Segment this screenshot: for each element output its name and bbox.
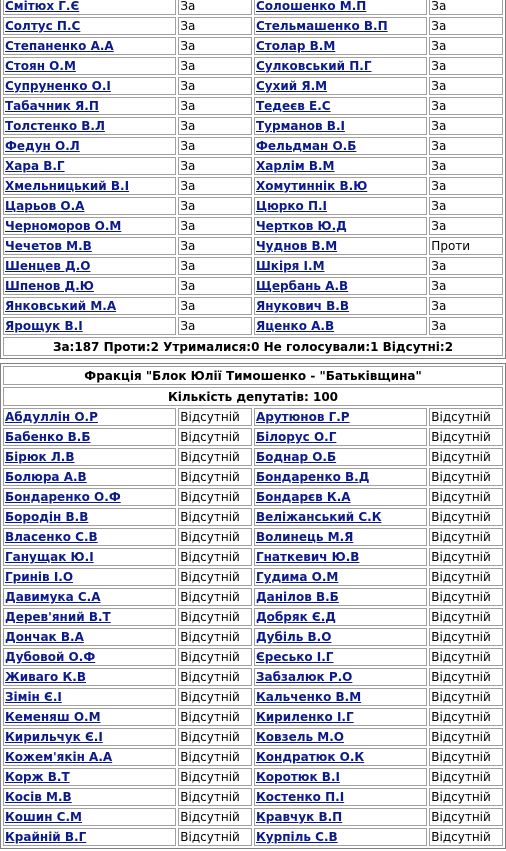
deputy-name-cell [3,828,176,846]
deputy-name-cell [3,728,176,746]
table-row [3,568,503,586]
deputy-name-cell [3,257,176,275]
vote-result-cell: Відсутній [429,688,503,706]
deputy-name-cell [3,528,176,546]
deputy-name-cell [254,468,427,486]
vote-result-cell: Відсутній [429,468,503,486]
deputy-link[interactable]: Кирильчук Є.І [5,730,103,744]
vote-result-cell: За [178,177,252,195]
deputy-link[interactable]: Добряк Є.Д [255,610,336,624]
deputy-link[interactable]: Гнаткевич Ю.В [255,550,360,564]
table-row [3,37,503,55]
deputy-link[interactable]: Щербань А.В [255,279,349,293]
table-row [3,17,503,35]
deputy-link[interactable]: Костенко П.І [255,790,345,804]
deputy-name-cell [3,177,176,195]
deputy-name-cell [3,788,176,806]
table-row [3,668,503,686]
table-row [3,628,503,646]
vote-result-cell: Відсутній [429,488,503,506]
deputy-name-cell [3,548,176,566]
vote-result-cell: Відсутній [429,408,503,426]
vote-result-cell: За [429,157,503,175]
vote-result-cell: За [429,177,503,195]
vote-result-cell: Відсутній [429,828,503,846]
deputy-link[interactable]: Болюра А.В [5,470,87,484]
table-row [3,688,503,706]
deputy-link[interactable]: Кеменяш О.М [5,710,101,724]
deputy-link[interactable]: Кальченко В.М [255,690,362,704]
deputy-link[interactable]: Хмельницький В.І [5,179,130,193]
vote-result-cell: Відсутній [178,808,252,826]
deputy-name-cell [254,317,427,335]
vote-result-cell: За [178,37,252,55]
deputy-link[interactable]: Смітюх Г.Є [5,0,80,13]
table-row [3,297,503,315]
deputy-name-cell [3,508,176,526]
deputy-name-cell [254,17,427,35]
deputy-name-cell [3,588,176,606]
faction-title: Фракція "Блок Юлії Тимошенко - "Батьківщина" [3,366,503,385]
deputy-name-cell [3,117,176,135]
deputy-link[interactable]: Кошин С.М [5,810,82,824]
deputy-name-cell [3,448,176,466]
vote-result-cell: Відсутній [178,408,252,426]
vote-result-cell: За [429,77,503,95]
vote-result-cell: За [178,277,252,295]
deputy-link[interactable]: Абдуллін О.Р [5,410,98,424]
deputy-link[interactable]: Боднар О.Б [255,450,337,464]
deputy-link[interactable]: Чечетов М.В [5,239,92,253]
vote-result-cell: Відсутній [178,448,252,466]
deputy-name-cell [254,728,427,746]
vote-result-cell: Відсутній [178,668,252,686]
deputy-name-cell [254,237,427,255]
vote-result-cell: Відсутній [429,648,503,666]
vote-result-cell: За [178,217,252,235]
vote-result-cell: За [429,297,503,315]
deputy-name-cell [254,257,427,275]
faction-deputy-count: Кількість депутатів: 100 [3,387,503,406]
deputy-link[interactable]: Живаго К.В [5,670,86,684]
vote-result-cell: Відсутній [429,428,503,446]
deputy-link[interactable]: Кравчук В.П [255,810,343,824]
deputy-name-cell [254,628,427,646]
vote-result-cell: Відсутній [178,768,252,786]
vote-result-cell: Відсутній [429,808,503,826]
deputy-link[interactable]: Бондаренко О.Ф [5,490,121,504]
deputy-link[interactable]: Сулковський П.Г [255,59,372,73]
deputy-name-cell [254,37,427,55]
deputy-link[interactable]: Забзалюк Р.О [255,670,353,684]
deputy-link[interactable]: Столар В.М [255,39,336,53]
table-row [3,0,503,15]
vote-result-cell: За [429,97,503,115]
deputy-link[interactable]: Корж В.Т [5,770,70,784]
faction-count-row [3,387,503,406]
table-row [3,157,503,175]
vote-result-cell: За [178,317,252,335]
vote-result-cell: Відсутній [178,628,252,646]
deputy-link[interactable]: Табачник Я.П [5,99,99,113]
deputy-name-cell [3,157,176,175]
vote-result-cell: Відсутній [429,748,503,766]
deputy-name-cell [254,177,427,195]
vote-result-cell: Відсутній [178,428,252,446]
deputy-name-cell [254,668,427,686]
deputy-name-cell [254,788,427,806]
vote-result-cell: Відсутній [178,608,252,626]
deputy-link[interactable]: Зімін Є.І [5,690,62,704]
vote-result-cell: Відсутній [178,648,252,666]
vote-result-cell: Відсутній [178,488,252,506]
table-row [3,77,503,95]
vote-result-cell: За [178,257,252,275]
deputy-name-cell [254,808,427,826]
deputy-link[interactable]: Волинець М.Я [255,530,354,544]
deputy-link[interactable]: Бондаренко В.Д [255,470,370,484]
deputy-link[interactable]: Косів М.В [5,790,72,804]
deputy-name-cell [254,528,427,546]
deputy-name-cell [3,468,176,486]
deputy-link[interactable]: Солошенко М.П [255,0,367,13]
table-row [3,828,503,846]
vote-result-cell: Відсутній [178,568,252,586]
deputy-name-cell [254,548,427,566]
deputy-link[interactable]: Дубовой О.Ф [5,650,96,664]
deputy-name-cell [254,117,427,135]
table-row [3,728,503,746]
deputy-name-cell [3,77,176,95]
deputy-name-cell [3,97,176,115]
faction-header-row [3,366,503,385]
vote-result-cell: Відсутній [429,708,503,726]
deputy-link[interactable]: Ярощук В.І [5,319,83,333]
table-row [3,408,503,426]
deputy-name-cell [254,277,427,295]
deputy-name-cell [254,748,427,766]
deputy-link[interactable]: Яценко А.В [255,319,335,333]
table-row [3,237,503,255]
deputy-link[interactable]: Дубіль В.О [255,630,332,644]
deputy-name-cell [254,448,427,466]
deputy-link[interactable]: Данілов В.Б [255,590,339,604]
vote-result-cell: За [429,317,503,335]
deputy-name-cell [3,808,176,826]
deputy-name-cell [254,588,427,606]
deputy-link[interactable]: Бірюк Л.В [5,450,75,464]
deputy-name-cell [254,768,427,786]
deputy-name-cell [3,57,176,75]
table-row [3,508,503,526]
vote-result-cell: Відсутній [429,528,503,546]
table-row [3,788,503,806]
vote-result-cell: За [429,257,503,275]
deputy-link[interactable]: Кондратюк О.К [255,750,365,764]
deputy-name-cell [3,708,176,726]
deputy-link[interactable]: Давимука С.А [5,590,101,604]
deputy-name-cell [254,77,427,95]
deputy-name-cell [3,748,176,766]
deputy-link[interactable]: Шенцев Д.О [5,259,91,273]
deputy-name-cell [3,688,176,706]
deputy-name-cell [254,828,427,846]
vote-result-cell: Відсутній [178,828,252,846]
deputy-name-cell [3,277,176,295]
table-row [3,317,503,335]
deputy-link[interactable]: Білорус О.Г [255,430,337,444]
deputy-name-cell [254,408,427,426]
vote-result-cell: Відсутній [429,548,503,566]
table-row [3,488,503,506]
deputy-name-cell [3,648,176,666]
deputy-name-cell [3,297,176,315]
table-row [3,588,503,606]
deputy-link[interactable]: Янковський М.А [5,299,117,313]
deputy-link[interactable]: Черноморов О.М [5,219,122,233]
deputy-name-cell [3,237,176,255]
deputy-link[interactable]: Ганущак Ю.І [5,550,94,564]
vote-result-cell: За [429,57,503,75]
deputy-link[interactable]: Степаненко А.А [5,39,114,53]
deputy-link[interactable]: Гринів І.О [5,570,74,584]
deputy-link[interactable]: Веліжанський С.К [255,510,382,524]
deputy-name-cell [3,568,176,586]
deputy-name-cell [254,0,427,15]
vote-result-cell: Відсутній [178,528,252,546]
deputy-link[interactable]: Фельдман О.Б [255,139,357,153]
table-row [3,528,503,546]
deputy-name-cell [254,688,427,706]
deputy-link[interactable]: Сухий Я.М [255,79,328,93]
vote-result-cell: За [178,57,252,75]
deputy-name-cell [254,197,427,215]
deputy-name-cell [3,217,176,235]
vote-result-cell: Відсутній [178,588,252,606]
deputy-link[interactable]: Власенко С.В [5,530,98,544]
deputy-link[interactable]: Толстенко В.Л [5,119,105,133]
deputy-name-cell [254,608,427,626]
vote-result-cell: Відсутній [429,508,503,526]
vote-result-cell: Відсутній [429,448,503,466]
vote-result-cell: За [429,37,503,55]
deputy-name-cell [3,408,176,426]
deputy-name-cell [3,428,176,446]
vote-table-byut-faction [0,363,506,849]
deputy-name-cell [3,488,176,506]
deputy-name-cell [254,508,427,526]
deputy-link[interactable]: Тедеєв Е.С [255,99,331,113]
deputy-name-cell [3,197,176,215]
vote-result-cell: За [178,97,252,115]
deputy-link[interactable]: Турманов В.І [255,119,345,133]
table-row [3,257,503,275]
table-row [3,277,503,295]
vote-result-cell: За [178,137,252,155]
table-row [3,117,503,135]
deputy-link[interactable]: Цюрко П.І [255,199,328,213]
vote-result-cell: Відсутній [178,468,252,486]
deputy-name-cell [3,0,176,15]
vote-result-cell: За [178,157,252,175]
vote-result-cell: Відсутній [178,728,252,746]
table-row [3,217,503,235]
deputy-link[interactable]: Хомутиннік В.Ю [255,179,368,193]
deputy-link[interactable]: Стельмашенко В.П [255,19,388,33]
deputy-name-cell [254,57,427,75]
table-row [3,548,503,566]
table-row [3,137,503,155]
vote-result-cell: Відсутній [178,508,252,526]
deputy-name-cell [254,297,427,315]
vote-result-cell: За [178,0,252,15]
table-row [3,808,503,826]
deputy-name-cell [254,648,427,666]
deputy-name-cell [3,17,176,35]
deputy-link[interactable]: Янукович В.В [255,299,349,313]
deputy-link[interactable]: Ковзель М.О [255,730,344,744]
deputy-link[interactable]: Кожем'якін А.А [5,750,113,764]
deputy-link[interactable]: Царьов О.А [5,199,85,213]
deputy-link[interactable]: Чуднов В.М [255,239,338,253]
vote-result-cell: Відсутній [429,728,503,746]
vote-result-cell: Відсутній [429,628,503,646]
table-row [3,57,503,75]
deputy-name-cell [254,568,427,586]
vote-result-cell: Відсутній [429,588,503,606]
table-row [3,177,503,195]
table-row [3,708,503,726]
table-row [3,468,503,486]
deputy-link[interactable]: Кириленко І.Г [255,710,354,724]
deputy-link[interactable]: Шкіря І.М [255,259,325,273]
vote-result-cell: Відсутній [178,748,252,766]
deputy-link[interactable]: Стоян О.М [5,59,76,73]
vote-result-cell: Проти [429,237,503,255]
vote-result-cell: За [178,117,252,135]
vote-result-cell: За [178,237,252,255]
deputy-name-cell [254,217,427,235]
table-row [3,448,503,466]
vote-summary-row [3,337,503,356]
deputy-name-cell [3,317,176,335]
deputy-link[interactable]: Гудима О.М [255,570,339,584]
deputy-link[interactable]: Солтус П.С [5,19,81,33]
vote-result-cell: За [178,197,252,215]
deputy-name-cell [3,137,176,155]
deputy-link[interactable]: Єресько І.Г [255,650,334,664]
vote-result-cell: За [429,277,503,295]
vote-result-cell: Відсутній [429,768,503,786]
table-row [3,197,503,215]
deputy-link[interactable]: Бородін В.В [5,510,89,524]
deputy-link[interactable]: Дончак В.А [5,630,84,644]
deputy-link[interactable]: Курпіль С.В [255,830,338,844]
vote-result-cell: За [178,17,252,35]
deputy-link[interactable]: Дерев'яний В.Т [5,610,111,624]
vote-result-cell: За [429,137,503,155]
table-row [3,748,503,766]
vote-result-cell: Відсутній [429,668,503,686]
vote-result-cell: Відсутній [178,708,252,726]
deputy-name-cell [3,608,176,626]
deputy-name-cell [254,488,427,506]
deputy-name-cell [3,768,176,786]
vote-result-cell: За [429,117,503,135]
vote-result-cell: Відсутній [429,568,503,586]
vote-result-cell: За [429,217,503,235]
vote-result-cell: За [429,0,503,15]
vote-result-cell: Відсутній [178,788,252,806]
deputy-link[interactable]: Бабенко В.Б [5,430,91,444]
deputy-link[interactable]: Коротюк В.І [255,770,340,784]
vote-result-cell: За [178,77,252,95]
deputy-link[interactable]: Хара В.Г [5,159,65,173]
vote-result-cell: За [429,17,503,35]
deputy-link[interactable]: Супруненко О.І [5,79,111,93]
deputy-name-cell [3,668,176,686]
vote-table-previous-faction [0,0,506,359]
deputy-link[interactable]: Арутюнов Г.Р [255,410,350,424]
deputy-link[interactable]: Шпенов Д.Ю [5,279,94,293]
vote-result-cell: Відсутній [429,788,503,806]
deputy-link[interactable]: Харлім В.М [255,159,335,173]
table-row [3,768,503,786]
vote-result-cell: За [178,297,252,315]
vote-result-cell: Відсутній [178,548,252,566]
deputy-link[interactable]: Чертков Ю.Д [255,219,347,233]
deputy-link[interactable]: Крайній В.Г [5,830,87,844]
deputy-name-cell [3,628,176,646]
deputy-name-cell [254,428,427,446]
deputy-link[interactable]: Бондарєв К.А [255,490,351,504]
deputy-name-cell [254,137,427,155]
deputy-name-cell [3,37,176,55]
table-row [3,428,503,446]
vote-summary: За:187 Проти:2 Утрималися:0 Не голосували:1 Відсутні:2 [3,337,503,356]
deputy-name-cell [254,708,427,726]
vote-result-cell: За [429,197,503,215]
deputy-name-cell [254,157,427,175]
table-row [3,648,503,666]
table-row [3,97,503,115]
deputy-name-cell [254,97,427,115]
vote-result-cell: Відсутній [429,608,503,626]
vote-result-cell: Відсутній [178,688,252,706]
table-row [3,608,503,626]
deputy-link[interactable]: Федун О.Л [5,139,80,153]
